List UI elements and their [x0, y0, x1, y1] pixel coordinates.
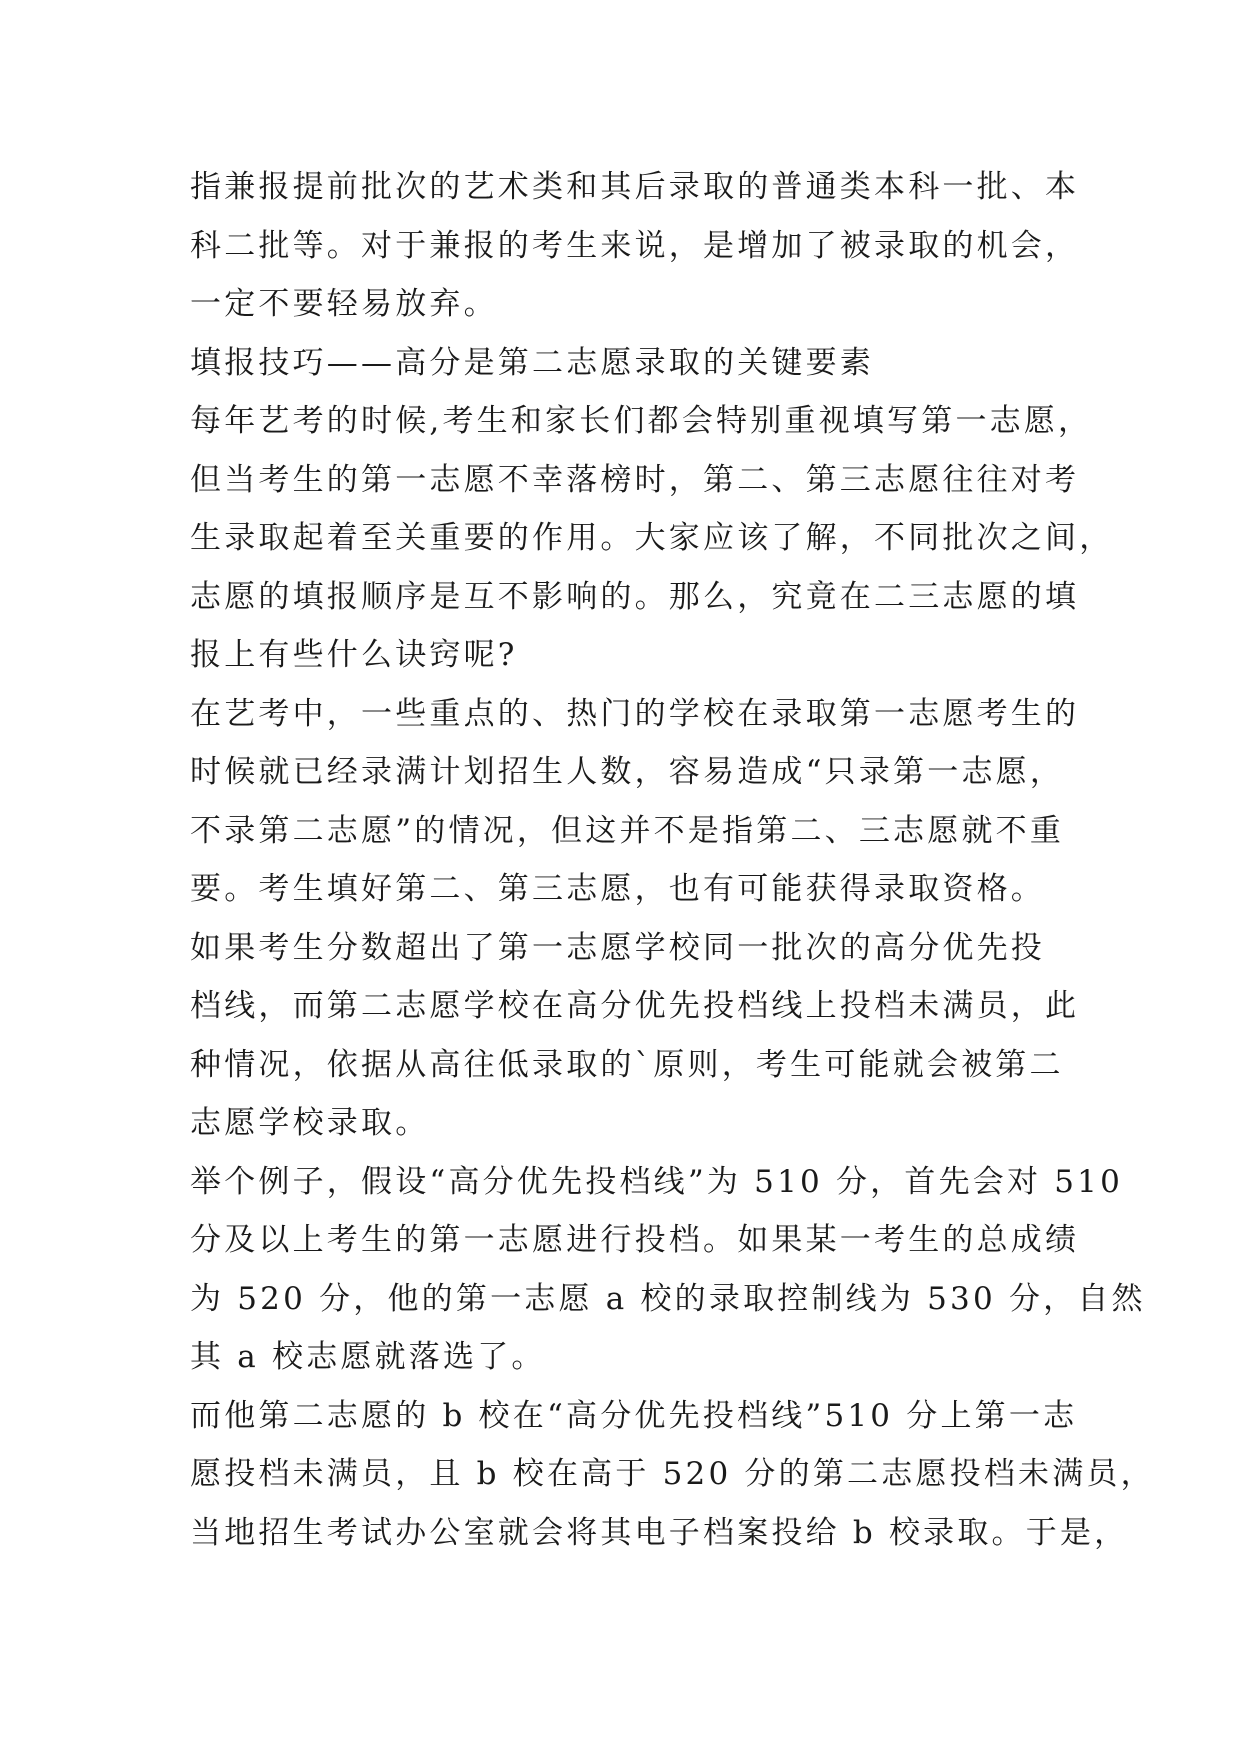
text-line: 但当考生的第一志愿不幸落榜时，第二、第三志愿往往对考	[190, 461, 1080, 498]
text-line: 为 520 分，他的第一志愿 a 校的录取控制线为 530 分，自然	[190, 1280, 1146, 1317]
text-line: 指兼报提前批次的艺术类和其后录取的普通类本科一批、本	[190, 169, 1080, 205]
text-line: 志愿的填报顺序是互不影响的。那么，究竟在二三志愿的填	[190, 578, 1080, 615]
text-line: 每年艺考的时候,考生和家长们都会特别重视填写第一志愿，	[190, 403, 1093, 439]
text-line: 一定不要轻易放弃。	[190, 286, 498, 322]
section-heading	[190, 334, 1070, 393]
text-line: 要。考生填好第二、第三志愿，也有可能获得录取资格。	[190, 871, 1045, 907]
text-line: 愿投档未满员，且 b 校在高于 520 分的第二志愿投档未满员，	[190, 1456, 1155, 1492]
text-line: 当地招生考试办公室就会将其电子档案投给 b 校录取。于是，	[190, 1514, 1129, 1551]
text-line: 不录第二志愿”的情况，但这并不是指第二、三志愿就不重	[190, 812, 1065, 849]
text-line: 志愿学校录取。	[190, 1105, 430, 1141]
paragraph-application-options	[190, 158, 1080, 334]
text-line: 档线，而第二志愿学校在高分优先投档线上投档未满员，此	[190, 988, 1080, 1024]
document-body	[190, 158, 1155, 1562]
heading-line: 填报技巧——高分是第二志愿录取的关键要素	[190, 344, 874, 381]
text-line: 科二批等。对于兼报的考生来说，是增加了被录取的机会，	[190, 227, 1080, 264]
text-line: 举个例子，假设“高分优先投档线”为 510 分，首先会对 510	[190, 1163, 1123, 1200]
text-line: 时候就已经录满计划招生人数，容易造成“只录第一志愿，	[190, 754, 1065, 790]
text-line: 种情况，依据从高往低录取的`原则，考生可能就会被第二	[190, 1046, 1064, 1083]
paragraph-priority-line	[190, 919, 1080, 1153]
paragraph-example	[190, 1153, 1146, 1387]
text-line: 其 a 校志愿就落选了。	[190, 1339, 546, 1375]
paragraph-popular-schools	[190, 685, 1080, 919]
text-line: 如果考生分数超出了第一志愿学校同一批次的高分优先投	[190, 929, 1045, 966]
paragraph-example-continued	[190, 1387, 1155, 1563]
text-line: 在艺考中，一些重点的、热门的学校在录取第一志愿考生的	[190, 695, 1080, 732]
text-line: 生录取起着至关重要的作用。大家应该了解，不同批次之间，	[190, 520, 1114, 556]
text-line: 报上有些什么诀窍呢?	[190, 637, 518, 673]
paragraph-second-choice-intro	[190, 392, 1114, 685]
text-line: 而他第二志愿的 b 校在“高分优先投档线”510 分上第一志	[190, 1397, 1078, 1434]
text-line: 分及以上考生的第一志愿进行投档。如果某一考生的总成绩	[190, 1222, 1080, 1258]
